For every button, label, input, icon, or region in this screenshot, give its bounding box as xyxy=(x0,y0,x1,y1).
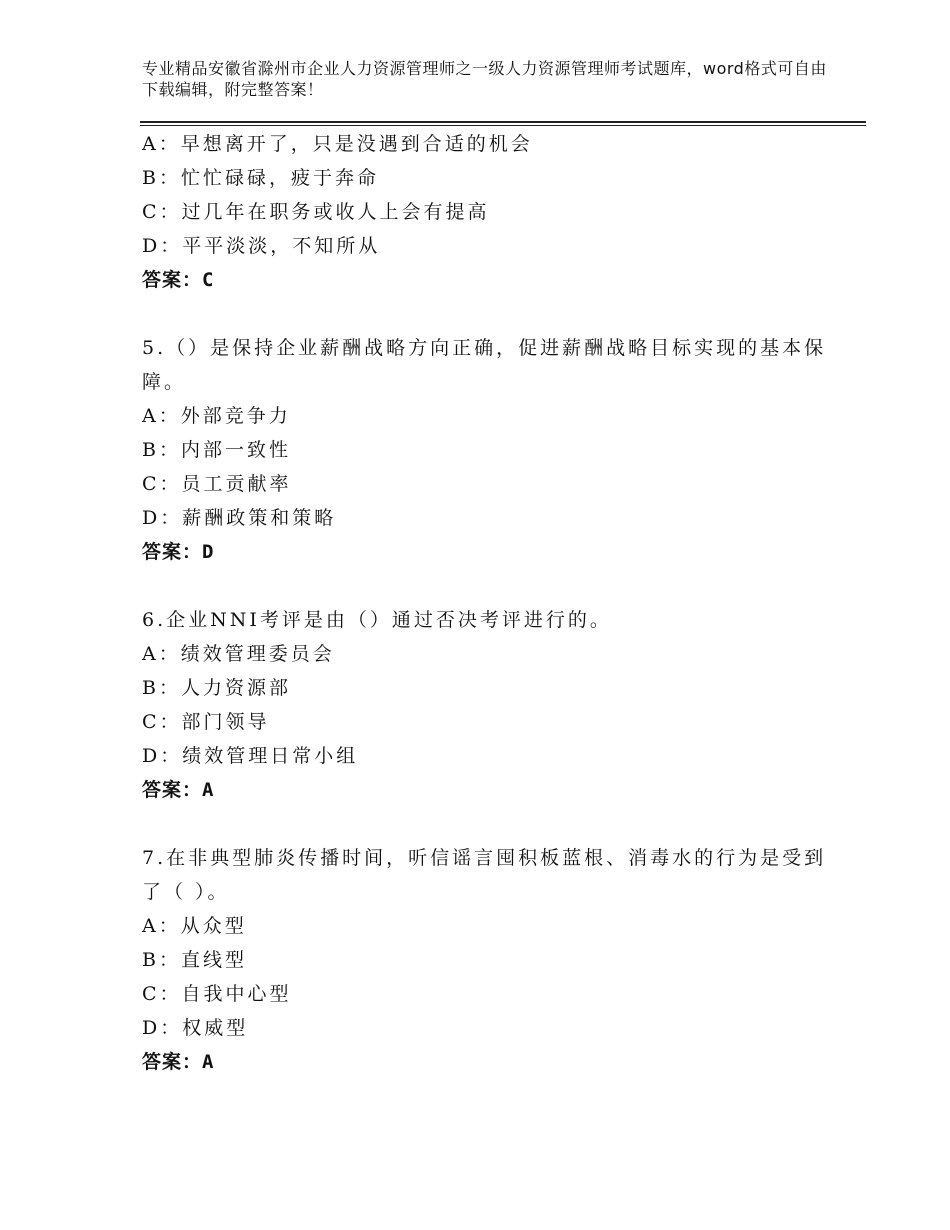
option-a: A：绩效管理委员会 xyxy=(142,643,335,665)
option-b: B：内部一致性 xyxy=(142,439,291,461)
spacer xyxy=(142,569,832,603)
answer-value: A xyxy=(202,1051,215,1073)
page-header: 专业精品安徽省滁州市企业人力资源管理师之一级人力资源管理师考试题库，word格式可自由下载编辑，附完整答案！ xyxy=(142,59,827,99)
option-a: A：早想离开了，只是没遇到合适的机会 xyxy=(142,133,533,155)
question-stem: 5.（）是保持企业薪酬战略方向正确，促进薪酬战略目标实现的基本保障。 xyxy=(142,337,827,393)
spacer xyxy=(142,807,832,841)
question-block-6 xyxy=(142,603,832,807)
option-c: C：员工贡献率 xyxy=(142,473,292,495)
header-rule-thick xyxy=(140,121,866,123)
question-stem: 6.企业NNI考评是由（）通过否决考评进行的。 xyxy=(142,609,612,631)
option-d: D：权威型 xyxy=(142,1017,249,1039)
answer-value: D xyxy=(202,541,215,563)
question-block-7 xyxy=(142,841,832,1079)
option-d: D：平平淡淡，不知所从 xyxy=(142,235,381,257)
question-block-5 xyxy=(142,331,832,569)
answer-label: 答案： xyxy=(142,541,203,563)
spacer xyxy=(142,297,832,331)
answer-line xyxy=(142,535,832,569)
answer-label: 答案： xyxy=(142,1051,203,1073)
option-d: D：绩效管理日常小组 xyxy=(142,745,359,767)
header-rule-thin xyxy=(140,125,866,126)
question-block-4 xyxy=(142,127,832,297)
question-list xyxy=(142,127,832,1079)
option-c: C：过几年在职务或收人上会有提高 xyxy=(142,201,490,223)
answer-line xyxy=(142,263,832,297)
option-b: B：人力资源部 xyxy=(142,677,291,699)
option-a: A：外部竞争力 xyxy=(142,405,291,427)
option-c: C：自我中心型 xyxy=(142,983,292,1005)
answer-label: 答案： xyxy=(142,779,203,801)
option-b: B：直线型 xyxy=(142,949,247,971)
question-stem: 7.在非典型肺炎传播时间，听信谣言囤积板蓝根、消毒水的行为是受到了（ ）。 xyxy=(142,847,827,903)
option-a: A：从众型 xyxy=(142,915,247,937)
answer-line xyxy=(142,1045,832,1079)
option-b: B：忙忙碌碌，疲于奔命 xyxy=(142,167,379,189)
option-d: D：薪酬政策和策略 xyxy=(142,507,337,529)
answer-line xyxy=(142,773,832,807)
answer-value: C xyxy=(202,269,215,291)
answer-label: 答案： xyxy=(142,269,203,291)
answer-value: A xyxy=(202,779,215,801)
option-c: C：部门领导 xyxy=(142,711,270,733)
